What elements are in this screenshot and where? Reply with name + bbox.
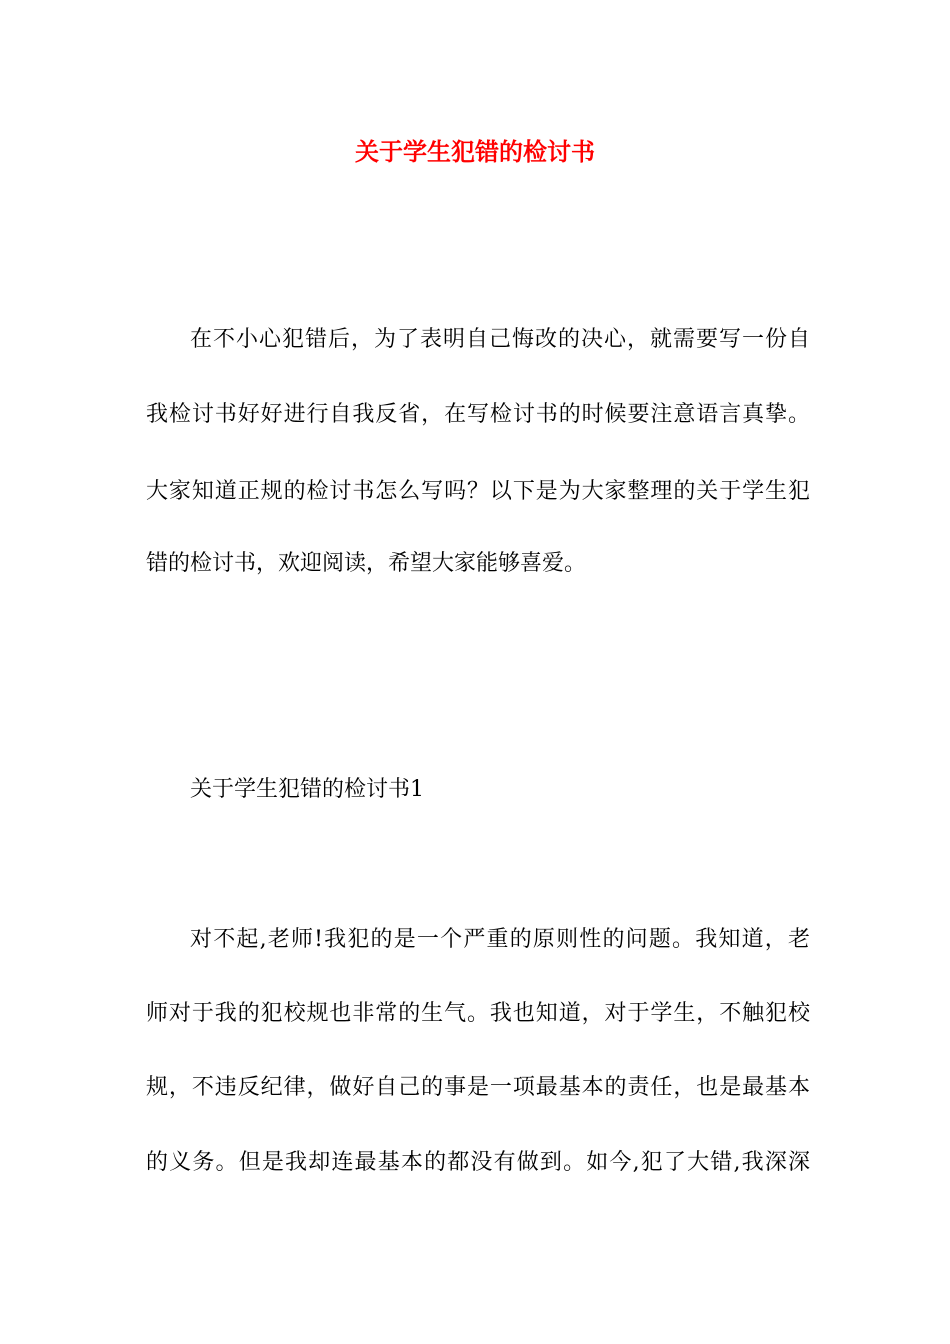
intro-line: 大家知道正规的检讨书怎么写吗？以下是为大家整理的关于学生犯 [146, 479, 810, 504]
section-heading: 关于学生犯错的检讨书1 [190, 777, 424, 802]
intro-line: 在不小心犯错后，为了表明自己悔改的决心，就需要写一份自 [190, 327, 810, 352]
body-line: 师对于我的犯校规也非常的生气。我也知道，对于学生，不触犯校 [146, 1001, 810, 1026]
page-title: 关于学生犯错的检讨书 [355, 137, 595, 166]
body-line: 对不起,老师!我犯的是一个严重的原则性的问题。我知道，老 [190, 927, 810, 952]
body-line: 的义务。但是我却连最基本的都没有做到。如今,犯了大错,我深深 [146, 1150, 810, 1175]
intro-line: 错的检讨书，欢迎阅读，希望大家能够喜爱。 [146, 551, 587, 576]
intro-line: 我检讨书好好进行自我反省，在写检讨书的时候要注意语言真挚。 [146, 402, 810, 427]
body-line: 规，不违反纪律，做好自己的事是一项最基本的责任，也是最基本 [146, 1075, 810, 1100]
